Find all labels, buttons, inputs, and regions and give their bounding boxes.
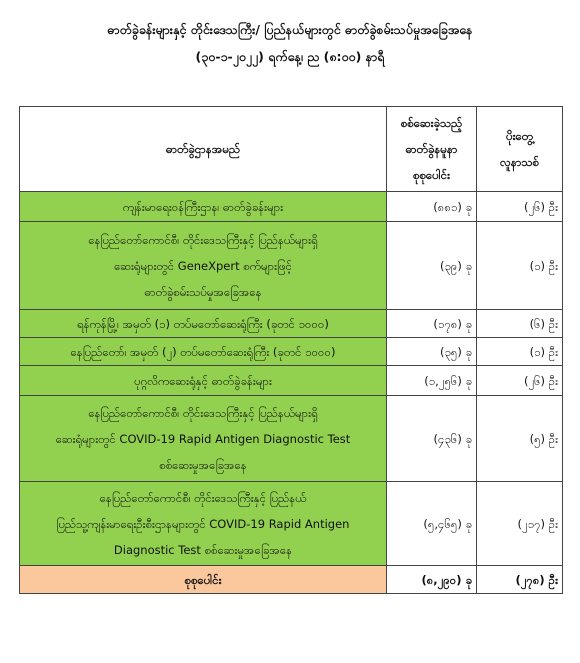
test-count: (၄၃၆) ခု (387, 396, 477, 482)
lab-name: ပုဂ္ဂလိကဆေးရုံနှင့် ဓာတ်ခွဲခန်းများ (20, 366, 387, 396)
lab-name: ရန်ကုန်မြို့၊ အမှတ် (၁) တပ်မတော်ဆေးရုံကြီး (ခုတင် ၁၀၀၀) (20, 310, 387, 338)
table-row (20, 396, 563, 482)
table-row (20, 366, 563, 396)
lab-name: နေပြည်တော်ကောင်စီ၊ တိုင်းဒေသကြီးနှင့် ပြည်နယ်များရှိ ဆေးရုံများတွင် GeneXpert စက်များဖြင့် ဓာတ်ခွဲစမ်းသပ်မှုအခြေအနေ (20, 222, 387, 310)
report-date: (၃၀-၁-၂၀၂၂) ရက်နေ့၊ ည (၈:၀၀) နာရီ (195, 49, 385, 64)
positive-count: (၂၆) ဦး (477, 192, 563, 222)
total-row (20, 566, 563, 594)
lab-name: နေပြည်တော်ကောင်စီ၊ တိုင်းဒေသကြီးနှင့် ပြည်နယ် ပြည်သူ့ကျန်းမာရေးဦးစီးဌာနများတွင် COVID-19 Rapid Antigen Diagnostic Test စစ်ဆေးမှုအခြေအနေ (20, 482, 387, 566)
test-count: (၃၅) ခု (387, 338, 477, 366)
test-count: (၃၉) ခု (387, 222, 477, 310)
positive-count: (၆) ဦး (477, 310, 563, 338)
lab-name: နေပြည်တော်ကောင်စီ၊ တိုင်းဒေသကြီးနှင့် ပြည်နယ်များရှိ ဆေးရုံများတွင် COVID-19 Rapid Antigen Diagnostic Test စစ်ဆေးမှုအခြေအနေ (20, 396, 387, 482)
report-title: ဓာတ်ခွဲခန်းများနှင့် တိုင်းဒေသကြီး/ ပြည်နယ်များတွင် ဓာတ်ခွဲစမ်းသပ်မှုအခြေအနေ (107, 22, 473, 37)
lab-name: ကျန်းမာရေးဝန်ကြီးဌာန၊ ဓာတ်ခွဲခန်းများ (20, 192, 387, 222)
test-count: (၈၈၁) ခု (387, 192, 477, 222)
header-row (20, 107, 563, 192)
positive-count: (၁) ဦး (477, 338, 563, 366)
test-count: (၁,၂၅၆) ခု (387, 366, 477, 396)
test-count: (၁၇၈) ခု (387, 310, 477, 338)
total-tests: (၈,၂၉၀) ခု (387, 566, 477, 594)
header-tests: စစ်ဆေးခဲ့သည့် ဓာတ်ခွဲနမူနာ စုစုပေါင်း (387, 107, 477, 192)
total-label: စုစုပေါင်း (20, 566, 387, 594)
lab-name: နေပြည်တော်၊ အမှတ် (၂) တပ်မတော်ဆေးရုံကြီး (ခုတင် ၁၀၀၀) (20, 338, 387, 366)
header-place: ဓာတ်ခွဲဌာနအမည် (20, 107, 387, 192)
header-positive: ပိုးတွေ့ လူနာသစ် (477, 107, 563, 192)
table-row (20, 222, 563, 310)
test-count: (၅,၄၆၅) ခု (387, 482, 477, 566)
positive-count: (၁) ဦး (477, 222, 563, 310)
positive-count: (၅) ဦး (477, 396, 563, 482)
total-positive: (၂၇၈) ဦး (477, 566, 563, 594)
positive-count: (၂၆) ဦး (477, 366, 563, 396)
lab-test-table (19, 106, 563, 594)
table-row (20, 192, 563, 222)
table-row (20, 338, 563, 366)
table-row (20, 310, 563, 338)
table-row (20, 482, 563, 566)
positive-count: (၂၁၇) ဦး (477, 482, 563, 566)
